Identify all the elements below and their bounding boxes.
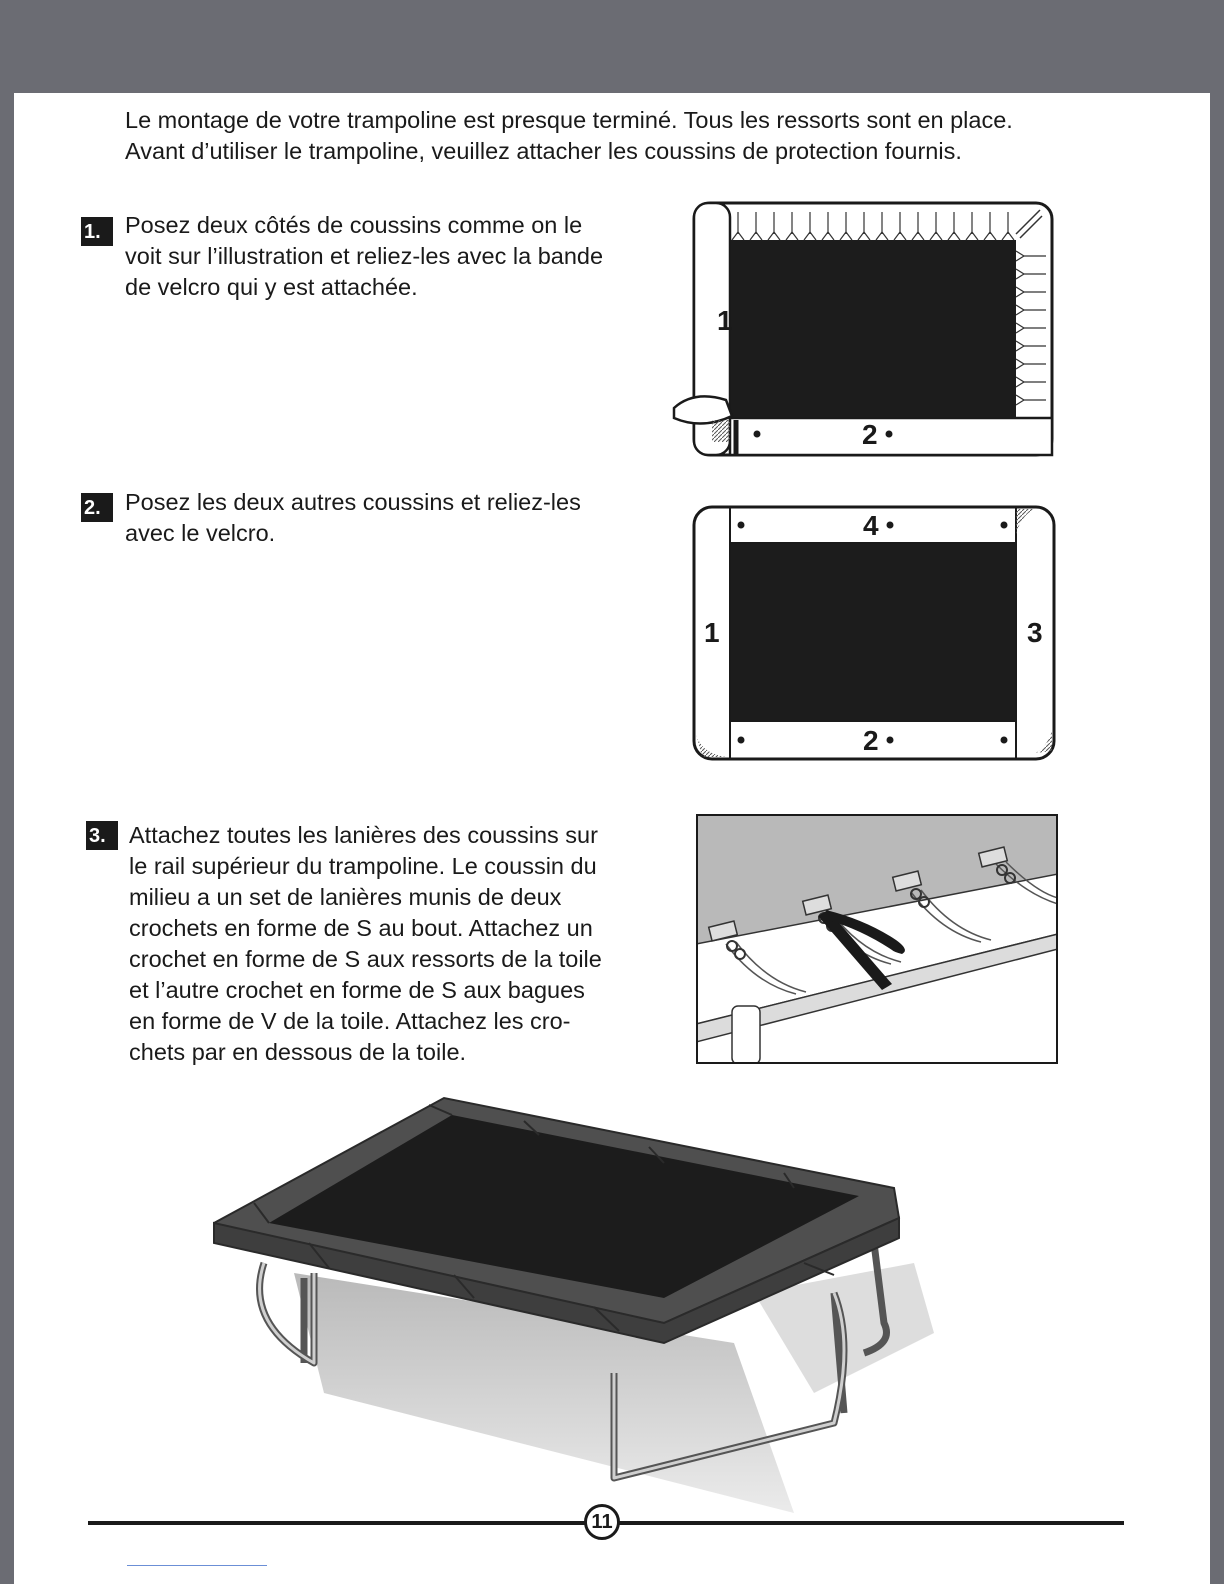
step-2-text [125, 487, 581, 549]
pad-corner [712, 420, 730, 442]
step-3-badge: 3. [86, 821, 118, 850]
trampoline-mat [730, 543, 1016, 721]
page-number: 11 [584, 1504, 620, 1540]
pad-label-2: 2 [863, 725, 879, 756]
pad-marker-dot [887, 737, 894, 744]
pad-label-2: 2 [862, 419, 878, 450]
strap-attachment-illustration [696, 814, 1058, 1064]
pad-label-1: 1 [704, 617, 720, 648]
step-1-text [125, 210, 603, 303]
manual-page [14, 93, 1210, 1584]
step-2-line: avec le velcro. [125, 520, 276, 546]
pad-marker-dot [886, 431, 893, 438]
trampoline-mat [730, 240, 1016, 418]
intro-line: Avant d’utiliser le trampoline, veuillez attacher les coussins de protection fournis. [125, 138, 962, 164]
step-1-line: de velcro qui y est attachée. [125, 274, 418, 300]
step-3-line: chets par en dessous de la toile. [129, 1039, 467, 1065]
step-2-line: Posez les deux autres coussins et reliez-les [125, 489, 581, 515]
pad-label-1: 1 [717, 305, 733, 336]
pad-label-3: 3 [1027, 617, 1043, 648]
pad-marker-dot [887, 522, 894, 529]
step-3-line: crochet en forme de S aux ressorts de la toile [129, 946, 602, 972]
step-3-line: crochets en forme de S au bout. Attachez un [129, 915, 593, 941]
step-1-line: Posez deux côtés de coussins comme on le [125, 212, 583, 238]
pad-flap [674, 396, 732, 423]
pad-marker-dot [738, 522, 745, 529]
frame-leg [732, 1006, 760, 1064]
step-1-badge: 1. [81, 217, 113, 246]
step-3-line: Attachez toutes les lanières des coussins sur [129, 822, 598, 848]
pad-placement-diagram-1 [654, 198, 1064, 460]
step-3-line: le rail supérieur du trampoline. Le coussin du [129, 853, 597, 879]
assembled-trampoline-illustration [194, 1093, 954, 1523]
step-1-line: voit sur l’illustration et reliez-les avec la bande [125, 243, 604, 269]
pad-placement-diagram-2 [690, 503, 1060, 763]
step-3-line: et l’autre crochet en forme de S aux bagues [129, 977, 585, 1003]
step-3-line: en forme de V de la toile. Attachez les cro- [129, 1008, 571, 1034]
pad-label-4: 4 [863, 510, 879, 541]
intro-line: Le montage de votre trampoline est presque terminé. Tous les ressorts sont en place. [125, 107, 1013, 133]
link-underline [127, 1565, 267, 1566]
step-3-text [129, 820, 602, 1068]
pad-marker-dot [738, 737, 745, 744]
pad-marker-dot [754, 431, 761, 438]
step-2-badge: 2. [81, 493, 113, 522]
intro-paragraph [125, 105, 1185, 167]
pad-marker-dot [1001, 522, 1008, 529]
pad-marker-dot [1001, 737, 1008, 744]
step-3-line: milieu a un set de lanières munis de deux [129, 884, 562, 910]
